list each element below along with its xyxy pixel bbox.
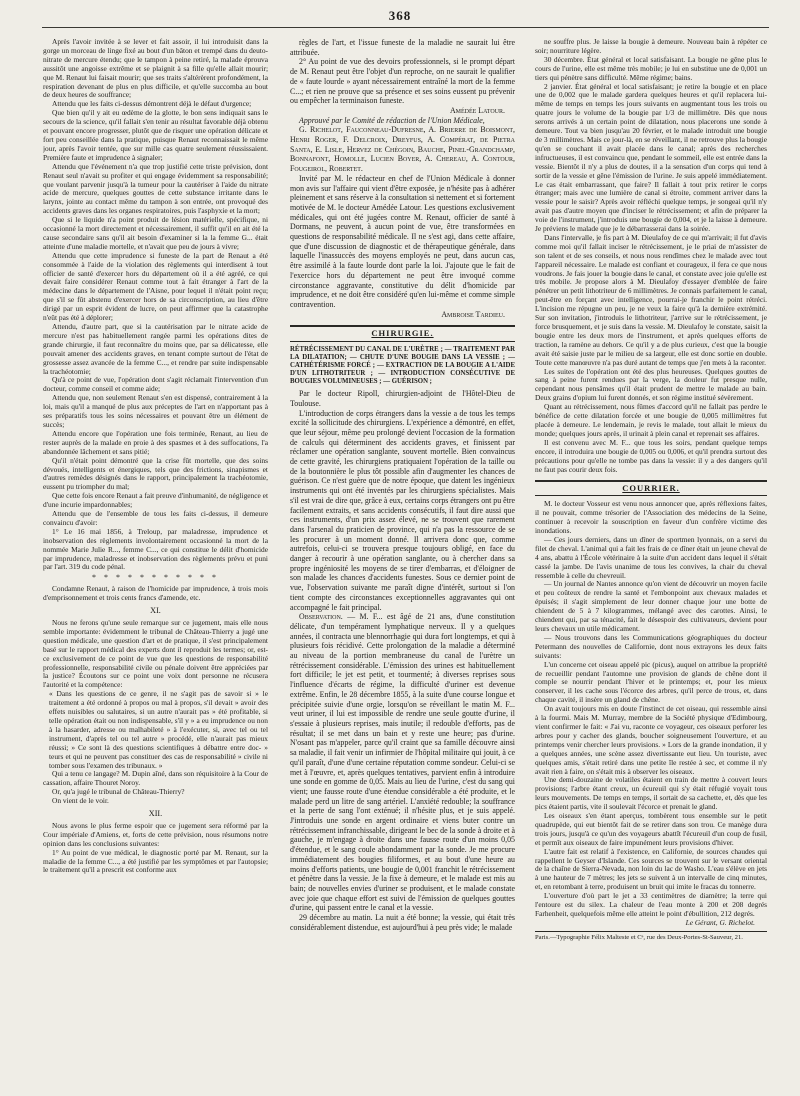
manager-signature: Le Gérant, G. Richelot. xyxy=(685,917,755,927)
author-signature: Ambroise Tardieu. xyxy=(441,309,505,319)
paragraph: règles de l'art, et l'issue funeste de la maladie ne saurait lui être attribuée. xyxy=(290,38,515,57)
paragraph: ne souffre plus. Je laisse la bougie à demeure. Nouveau bain à répéter ce soir; nourriture légère. xyxy=(535,38,767,55)
paragraph: 30 décembre. État général et local satisfaisant. La bougie ne gêne plus le cours de l'urine, elle est même très mobile; je lui en substitue une de 0,001 un tiers qui pénètre sans difficulté. Même régime; bains. xyxy=(535,54,767,82)
approval-heading: Approuvé par le Comité de rédaction de l'Union Médicale, xyxy=(299,115,485,125)
observation-text: — M. F... est âgé de 21 ans, d'une constitution délicate, d'un tempérament lymphatique nerveux. Il y a quelques années, il contracta une blennorrhagie qui dura fort longtemps, et qui à plusieurs fois récidivé. Cette prolongation de la maladie a déterminé au niveau de la portion membraneuse du canal de l'urètre un rétrécissement considérable. L'émission des urines est habituellement fort difficile; le jet est petit, et tourmenté; à diverses reprises sous l'influence d'écarts de régime, la difficulté d'uriner est devenue extrême. Enfin, le 28 décembre 1855, à la suite d'une course longue et précipitée suivie d'une orgie, lorsqu'on se réveillant le matin M. F... veut uriner, il lui est impossible de rendre une seule goutte d'urine, il s'essaie à plusieurs reprises, mais inutile; il redouble d'efforts, pas de résultat; il se met dans un bain et y reste une heure; pas d'urine. N'osant pas m'appeler, parce qu'il craint que sa famille découvre ainsi sa maladie, il fait venir un infirmier de l'hôpital militaire qui jouit, à ce qu'il paraît, d'une d'une certaine réputation comme sondeur. Celui-ci se met à l'œuvre, et, après quelques tentatives, parvient enfin à introduire une sonde en gomme de 0,05. Mais au lieu de l'urine, c'est du sang qui vient; une fausse route d'une étendue considérable a été produite, et le malade perd un litre de sang artériel. L'anxiété redouble; la souffrance et la perte de sang l'ont exténué; il n'hésite plus, et je suis appelé. J'introduis une sonde en argent ordinaire et viens buter contre un rétrécissement infranchissable, dirigeant le bec de la sonde à droite et à gauche, je m'engage à droite dans une fausse route d'un moins 0,05 d'étendue, et le sang coule abondamment par la sonde. Je me procure immédiatement des bougies filiformes, et au bout d'une heure au moins d'efforts patients, une bougie de 0,001 franchit le rétrécissement et pénètre dans la vessie. Je la fixe à demeure, et le malade est mis au bain; de nouvelles envies d'uriner se produisent, et le malade constate avec joie que chaque effort est suivi de l'émission de quelques gouttes d'urine, qui passent entre le canal et la vessie. xyxy=(290,612,515,913)
paragraph: Les oiseaux s'en étant aperçus, tombèrent tous ensemble sur le petit quadrupède, qui eut bientôt fait de se retirer dans son trou. Ce manège dura trois jours, jusqu'à ce qu'un des voyageurs abattît l'écureuil d'un coup de fusil, et permît aux oiseaux de faire impunément leurs provisions d'hiver. xyxy=(535,811,767,847)
observation-lead: Observation. xyxy=(299,612,343,622)
paragraph: 1° Au point de vue médical, le diagnostic porté par M. Renaut, sur la maladie de la femme C..., a été justifié par les symptômes et par l'autopsie; le traitement qu'il a prescrit est conforme aux xyxy=(43,847,268,875)
paragraph: Attendu encore que l'opération une fois terminée, Renaut, au lieu de rester auprès de la malade en proie à des spasmes et à des suffocations, l'a abandonnée lâchement et sans pitié; xyxy=(43,428,268,456)
paragraph: Attendu que cette imprudence si funeste de la part de Renaut a été consommée à l'aide de la violation des règlements qui interdisent à tout officier de santé d'exercer hors du département où il a été agréé, ce qui devait faire considérer Renaut comme tout à fait étranger à l'art de la médecine dans le département de l'Aisne, pour lequel il n'était point reçu; que s'il se fût abstenu d'exercer hors de sa circonscription, au lieu d'être dirigé par un esprit évident de lucre, on peut affirmer que la catastrophe n'eût pas été à déplorer; xyxy=(43,250,268,323)
paragraph: Invité par M. le rédacteur en chef de l'Union Médicale à donner mon avis sur l'affaire qui vient d'être exposée, je n'hésite pas à adhérer pleinement et sans réserve à la consultation si nettement et si fortement motivée de M. le docteur Amédée Latour. Les questions exclusivement médicales, qui ont été jugées contre M. Renaut, officier de santé à Dormans, ne peuvent, à aucun point de vue, être transformées en questions de responsabilité médicale. Il ne s'est agi, dans cette affaire, que d'une discussion de diagnostic et de thérapeutique générale, dans laquelle l'inassuccès des moyens employés ne peut, dans aucun cas, être assimilé à la faute lourde dont parle la loi. J'ajoute que le fait de l'exercice hors du département ne peut être invoqué comme circonstance aggravante, constitutive du délit d'homicide par imprudence, et ne doit être considéré qu'en lui-même et comme simple contravention. xyxy=(290,173,515,309)
paragraph: L'ouverture d'où part le jet a 33 centimètres de diamètre; la terre qui l'entoure est du silex. La chaleur de l'eau monte à 200 et 208 degrés Farhenheit, quelquefois même elle atteint le point d'ébullition, 212 degrés. xyxy=(535,891,767,918)
paragraph: L'un concerne cet oiseau appelé pic (picus), auquel on attribue la propriété de recueillir pendant l'automne une provision de glands de chêne dont il comple se nourrir pendant l'hiver et le printemps; et, pour les mieux conserver, il les cache sous l'écorce des arbres, qu'il perce de trous, et, dans chaque cavité, il insère un gland de chêne. xyxy=(535,659,767,705)
paragraph: M. le docteur Vosseur est venu nous annoncer que, après réflexions faites, il ne pouvait, comme trésorier de l'Association des médecins de la Seine, continuer à recevoir la souscription en faveur d'un confrère victime des inondations. xyxy=(535,499,767,536)
paragraph: Que cette fois encore Renaut a fait preuve d'inhumanité, de négligence et d'une incurie impardonnables; xyxy=(43,491,268,510)
paragraph: Il est convenu avec M. F... que tous les soirs, pendant quelque temps encore, il introduira une bougie de 0,005 ou 0,006, et qu'il prendra surtout des précautions pour qu'elle ne tombe pas dans la vessie: il y a des dangers qu'il ne faut pas courir deux fois. xyxy=(535,437,767,474)
paragraph: Qu'à ce point de vue, l'opération dont s'agit réclamait l'intervention d'un docteur, comme conseil et comme aide; xyxy=(43,375,268,394)
column-2 xyxy=(290,38,515,1068)
section-heading-courrier xyxy=(535,480,767,496)
section-heading-chirurgie xyxy=(290,325,515,342)
paragraph: Qu'il n'était point démontré que la crise fût mortelle, que des soins dévoués, intelligents et énergiques, tels que des frictions, sinapismes et d'autres remèdes désignés dans le rapport, principalement la trachéotomie, eussent pu triompher du mal; xyxy=(43,455,268,492)
paragraph: Que bien qu'il y ait eu œdème de la glotte, le bon sens indiquait sans le secours de la science, qu'il fallait s'en tenir au résultat favorable déjà obtenu et pouvant encore progresser, plutôt que de risquer une opération délicate et fort peu conseillée dans la pratique, puisque Renaut reconnaissait le même jour, après l'avoir tentée, que sur mille cas quatre seulement réussissaient. Première faute et imprudence à signaler; xyxy=(43,108,268,162)
paragraph: 29 décembre au matin. La nuit a été bonne; la vessie, qui était très considérablement distendue, est aujourd'hui à peu près vide; le malade xyxy=(290,913,515,932)
paragraph: Quant au rétrécissement, nous fûmes d'accord qu'il ne fallait pas perdre le bénéfice de cette dilatation forcée et une bougie de 0,005 millimètres fut placée à demeure. Le lendemain, je revis le malade, tout allait le mieux du monde; quelques jours après, il urinait à plein canal et reprenait ses affaires. xyxy=(535,402,767,438)
paragraph: L'autre fait est relatif à l'existence, en Californie, de sources chaudes qui rappellent le Geyser d'Islande. Ces sources se trouvent sur le versant oriental de la chaîne de Sierra-Nevada, non loin du lac de Washo. L'eau s'élève en jets à une hauteur de 7 mètres; les jets se suivent à un intervalle de cinq minutes, et, en retombant à terre, produisent un bruit qui imite le fracas du tonnerre. xyxy=(535,846,767,892)
paragraph: 2° Au point de vue des devoirs professionnels, si le prompt départ de M. Renaut peut être l'objet d'un reproche, on ne saurait le qualifier de « faute lourde » ayant nécessairement entraîné la mort de la femme C...; et rien ne prouve que sa présence et ses soins eussent pu prévenir ou empêcher la terminaison funeste. xyxy=(290,57,515,106)
paragraph: Les suites de l'opération ont été des plus heureuses. Quelques gouttes de sang à peine furent rendues par la verge, la douleur fut presque nulle, cependant nous pensâmes qu'il était prudent de mettre le malade au bain. Deux grains d'opium lui furent donnés, et son régime institué sévèrement. xyxy=(535,366,767,403)
printer-imprint: Paris.—Typographie Félix Malteste et Cᵉ, rue des Deux-Portes-St-Sauveur, 21. xyxy=(535,931,767,943)
section-number-xi: XI. xyxy=(150,606,161,616)
paragraph: — Un journal de Nantes annonce qu'on vient de découvrir un moyen facile et peu coûteux de rendre la santé et l'embonpoint aux chevaux malades et épuisés; il s'agit simplement de leur donner chaque jour une botte de chiendent de 5 à 7 kilogrammes, mélangé avec des carottes. Ainsi, le chiendent qui, par sa ténacité, fait le désespoir des cultivateurs, devient pour leurs chevaux un utile médicament. xyxy=(535,579,767,633)
paragraph: Attendu que les faits ci-dessus démontrent déjà le défaut d'urgence; xyxy=(52,99,252,109)
paragraph: Nous avons le plus ferme espoir que ce jugement sera réformé par la Cour impériale d'Amiens, et, forts de cette prévision, nous résumons notre opinion dans les conclusions suivantes: xyxy=(43,820,268,848)
article-byline: Par le docteur Ripoll, chirurgien-adjoint de l'Hôtel-Dieu de Toulouse. xyxy=(290,389,515,408)
paragraph: L'introduction de corps étrangers dans la vessie a de tous les temps excité la sollicitude des chirurgiens. L'expérience a démontré, en effet, que leur séjour, même peu prolongé devient l'occasion de la formation de calculs qui déterminent des accidents graves, et finissent par réclamer une opération sanglante, souvent mortelle. Bien convaincus de cette gravité, les chirurgiens pratiquaient l'opération de la taille ou de la boutonnière le plus tôt possible afin d'augmenter les chances de guérison. Ce n'est guère que de notre époque, que datent les ingénieux instruments qui ont été inventés par les chirurgiens spécialistes. Mais s'il est vrai de dire que, grâce à eux, certains corps étrangers ont pu être facilement extraits, et sans accidents consécutifs, il faut dire aussi que ces instruments, d'un prix assez élevé, ne se trouvent que rarement dans l'arsenal du praticien de province, qui n'a pas la ressource de se les procurer à un moment donné. Il arrivera donc que, comme autrefois, celui-ci se trouvera presque toujours obligé, en face du danger à recourir à une opération sanglante, ou à chercher dans sa propre ingéniosité les moyens de se tirer d'embarras, et d'éloigner de son malade les chances d'accidents funestes. Sous ce dernier point de vue, l'observation suivante me paraît digne d'intérêt, surtout si l'on tient compte des circonstances exceptionnelles aggravantes qui ont accompagné le fait principal. xyxy=(290,408,515,612)
column-3 xyxy=(535,38,767,1068)
paragraph: Nous ne ferons qu'une seule remarque sur ce jugement, mais elle nous semble importante: évidemment le tribunal de Château-Thierry a jugé une question médicale, une question d'art et de pratique, il s'est principalement basé sur le rapport médical des experts dont il reproduit les termes; or, est-ce exclusivement de ce point de vue que les questions de responsabilité professionnelle, responsabilité civile ou pénale doivent être appréciées par la justice? Écoutons sur ce point une voix dont personne ne récusera l'autorité et la compétence: xyxy=(43,618,268,690)
paragraph: — Ces jours derniers, dans un dîner de sportmen lyonnais, on a servi du filet de cheval. L'animal qui a fait les frais de ce dîner était un jeune cheval de 4 ans, abattu à l'École vétérinaire à la suite d'un accident dans lequel il s'était cassé la jambe. De l'avis unanime de tous les convives, la chair du cheval ressemble à celle du chevreuil. xyxy=(535,534,767,580)
paragraph: On avait toujours mis en doute l'instinct de cet oiseau, qui ressemble ainsi à la fourmi. Mais M. Murray, membre de la Société physique d'Edimbourg, vient confirmer le fait: « J'ai vu, raconte ce voyageur, ces oiseaux perforer les arbres pour y cacher des glands, boucher soigneusement l'ouverture, et au printemps venir chercher leurs provisions. » Lors de la grande inondation, il y a quelques années, une scène assez divertissante eut lieu. Un touriste, avec quelques amis, s'était retiré dans une petite île restée à sec, et comme il n'y avait rien à faire, on s'était mis à observer les oiseaux. xyxy=(535,704,767,776)
paragraph: 2 janvier. État général et local satisfaisant; je retire la bougie et en place une de 0,002 que le malade gardera quelques heures et qu'il replacera lui-même de temps en temps les jours suivants en augmentant tous les trois ou quatre jours le volume de la bougie par 1/3 de millimètre. Dès que nous serons arrivés à un certain point de dilatation, nous placerons une sonde à demeure. Tout va bien jusqu'au 20 février, et le malade introduit une bougie de 3 millimètres. Mais ce jour-là, en se réveillant, il ne retrouve plus la bougie qu'en se couchant il avait placée dans le canal; après des recherches infructueuses, il est convaincu que, pendant le sommeil, elle est entrée dans la vessie. Bientôt il n'y a plus de doutes, il a la sensation d'un corps qui tend à sortir de la vessie et gêne l'émission de l'urine. Je suis appelé immédiatement. Le cas était embarrassant, que faire? Il fallait à tout prix retirer le corps étranger; mais avec une lumière de canal si étroite, comment arriver dans la vessie pour le saisir? Après avoir réfléchi quelque temps, je songeai qu'il n'y avait pas d'autre moyen que d'inciser le rétrécissement; et afin de préparer la voie de l'instrument, j'introduis une bougie de 0,004, et je la laisse à demeure. Je préviens le malade que je le débarrasserai dans la soirée. xyxy=(535,81,767,234)
paragraph: Dans l'intervalle, je fis part à M. Dieulafoy de ce qui m'arrivait; il fut d'avis comme moi qu'il fallait inciser le rétrécissement, je le priai de m'assister de son talent et de ses conseils, et nous nous rendîmes chez le malade avec tout l'appareil nécessaire. Le malade est confiant et courageux, il fera ce que nous voudrons. Je fais jouer la bougie dans le canal, et constate avec joie qu'elle est très mobile. Je propose alors à M. Dieulafoy d'essayer d'emblée de faire pénétrer un petit lithotriteur de 6 millimètres. Je connais parfaitement le canal, peut-être en forçant avec intelligence, pourrai-je franchir le point rétréci. L'incision me répugne un peu, je ne veux la faire qu'à la dernière extrémité. Sur son invitation, j'introduis le lithotriteur, j'arrive sur le rétrécissement, je force brusquement, et je suis dans la vessie. M. Dieulafoy le constate, saisit la bougie entre les deux mors de l'instrument, et après quelques efforts de traction, la ramène au dehors. Ce qu'il y a de plus curieux, c'est que la bougie avait été saisie juste par le milieu de sa largeur, elle est donc sortie en double. Toute cette manœuvre n'a pas duré autant de temps que j'en mets à la raconter. xyxy=(535,232,767,367)
column-1 xyxy=(43,38,268,1068)
paragraph: Après l'avoir invitée à se lever et fait assoir, il lui introduisit dans la gorge un morceau de linge fixé au bout d'un bâton et trempé dans du deuto-nitrate de mercure étendu; que le tampon à peine retiré, la malade éprouva aussitôt une angoisse extrême et se plaignit à sa fille qu'elle allait mourir; que M. Renaut lui faisait mourir; que ses traits s'altérèrent profondément, la respiration devenant de plus en plus difficile, et qu'elle succomba au bout de deux heures de souffrance; xyxy=(43,38,268,100)
paragraph: On vient de le voir. xyxy=(52,796,109,806)
paragraph: Attendu que l'événement n'a que trop justifié cette triste prévision, dont Renaut seul n'avait su profiter et qui engage évidemment sa responsabilité; que voulant parvenir jusqu'à la tumeur pour la cautériser à l'aide du nitrate acide de mercure, quelques gouttes de cette substance irritante dans le larynx, jointe au contact même du tampon à son entrée, ont provoqué des accidents graves dans les organes respiratoires, puis l'asphyxie et la mort; xyxy=(43,161,268,216)
paragraph: Or, qu'a jugé le tribunal de Château-Thierry? xyxy=(52,787,185,797)
paragraph xyxy=(290,612,515,913)
paragraph: Attendu que de l'ensemble de tous les faits ci-dessus, il demeure convaincu d'avoir: xyxy=(43,509,268,527)
top-rule xyxy=(42,27,769,28)
article-subheading: RÉTRÉCISSEMENT DU CANAL DE L'URÈTRE ; — TRAITEMENT PAR LA DILATATION; — CHUTE D'UNE BOUGIE DANS LA VESSIE ; — CATHÉTÉRISME FORCÉ ; — EXTRACTION DE LA BOUGIE A L'AIDE D'UN LITHOTRITEUR ; — INTRODUCTION CONSÉCUTIVE DE BOUGIES VOLUMINEUSES ; — GUÉRISON ; xyxy=(290,346,515,386)
paragraph: Condamne Renaut, à raison de l'homicide par imprudence, à trois mois d'emprisonnement et trois cents francs d'amende, etc. xyxy=(43,584,268,603)
section-number-xii: XII. xyxy=(148,809,163,819)
paragraph: Attendu que, non seulement Renaut s'en est dispensé, contrairement à la loi, mais qu'il a manqué de plus aux préceptes de l'art en n'apportant pas à ses préparatifs tous les soins nécessaires et pouvant être un élément de succès; xyxy=(43,393,268,429)
author-signature: Amédée Latour. xyxy=(449,105,505,115)
paragraph: — Nous trouvons dans les Communications géographiques du docteur Petermann des nouvelles de Californie, dont nous extrayons les deux faits suivants: xyxy=(535,632,767,660)
section-title: COURRIER. xyxy=(622,483,680,494)
paragraph: Qui a tenu ce langage? M. Dupin aîné, dans son réquisitoire à la Cour de cassation, affaire Thouret Noroy. xyxy=(43,769,268,788)
quotation: « Dans les questions de ce genre, il ne s'agit pas de savoir si » le traitement a été ordonné à propos ou mal à propos, s'il devait » avoir des effets nuisibles ou salutaires, si un autre n'aurait pas » été profitable, si telle opération était ou non indispensable, s'il y » a eu imprudence ou non à la hasarder, adresse ou malhabileté » à l'exécuter, si, avec tel ou tel instrument, d'après tel ou tel autre » procédé, elle n'aurait pas mieux réussi; » Ce sont là des questions scientifiques à débattre entre doc- » teurs et qui ne peuvent pas constituer des cas de responsabilité » civile ni tomber sous l'examen des tribunaux. » xyxy=(49,689,268,770)
paragraph: Une demi-douzaine de volatiles étaient en train de mettre à couvert leurs provisions; l'arbre étant creux, un écureuil qui s'y était réfugié voyait tous leurs mouvements. De temps en temps, il sortait de sa cachette, et, dès que les pics étaient partis, vite il soulevait l'écorce et prenait le gland. xyxy=(535,775,767,812)
signatories-list: G. Richelot, Fauconneau-Dufresne, A. Brierre de Boismont, Henri Roger, F. Delcroix, Dreyfus, A. Compérat, de Pietra Santa, E. Lisle, Hervez de Chégoin, Bauche, Pinel-Grandchamp, Bonnafont, Homolle, Lucien Boyer, A. Chereau, A. Contour, Fougeirol, Robertet. xyxy=(290,125,515,174)
paragraph: Que si le liquide n'a point produit de lésion matérielle, spécifique, ni occasionné la mort directement et nécessairement, il suffit qu'il en ait été la cause secondaire sans qu'il ait besoin d'examiner si la la femme G... était atteinte d'une maladie mortelle, et n'avait que peu de jours à vivre; xyxy=(43,215,268,251)
section-title: CHIRURGIE. xyxy=(371,328,434,339)
separator-stars: * * * * * * * * * * * xyxy=(92,573,219,583)
paragraph: Attendu, d'autre part, que si la cautérisation par le nitrate acide de mercure n'est pas habituellement rangée parmi les opérations dites de grande chirurgie, il faut reconnaître du moins que, par sa délicatesse, elle pouvait amener des accidents graves, en tenant compte surtout de l'état de grossesse assez avancée de la femme C..., et rendre par suite indispensable la trachéotomie; xyxy=(43,322,268,376)
page-number: 368 xyxy=(388,8,412,23)
paragraph: 1° Le 16 mai 1856, à Treloup, par maladresse, imprudence et inobservation des règlements involontairement occasionné la mort de la nommée Marie Julie R..., femme C..., ce qui constitue le délit d'homicide par imprudence, maladresse et inobservation des règlements prévu et puni par l'art. 319 du code pénal. xyxy=(43,526,268,572)
